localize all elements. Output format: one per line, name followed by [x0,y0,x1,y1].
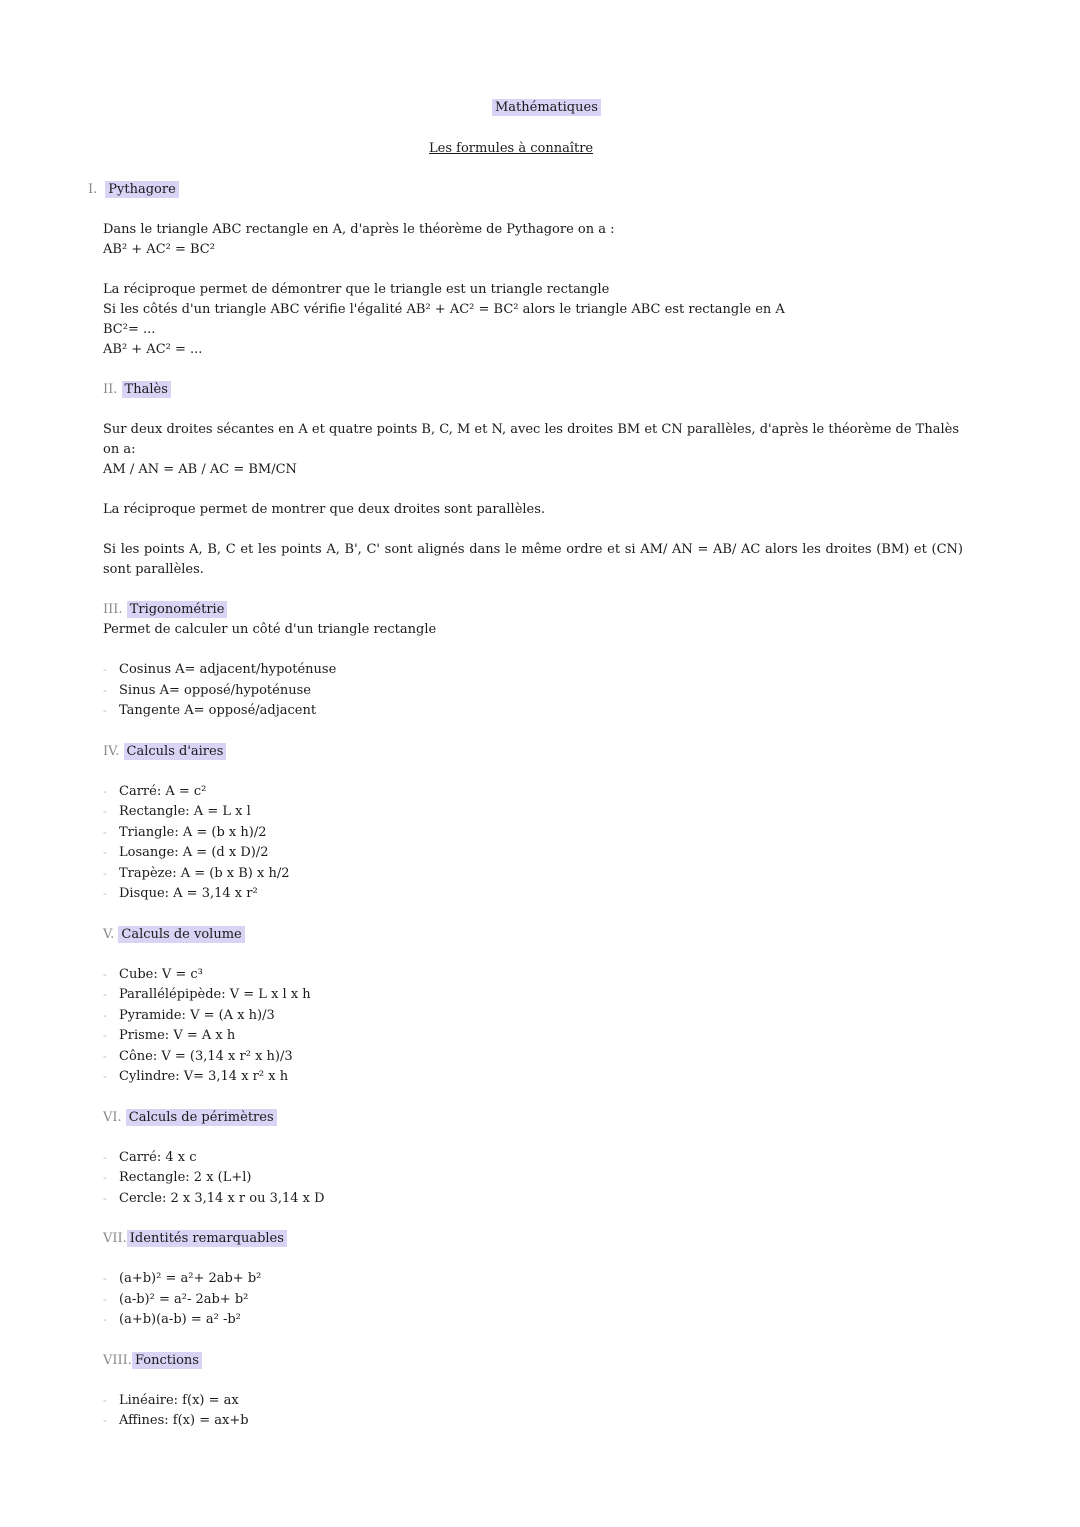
section-heading-fonctions: VIII. Fonctions [103,1351,963,1371]
thales-converse: Si les points A, B, C et les points A, B', C' sont alignés dans le même ordre et si AM/ AN = AB/ AC alors les droites (BM) et (CN) sont parallèles. [103,542,963,577]
aires-list [103,782,963,905]
list-item: - Carré: 4 x c [103,1148,963,1169]
list-item: - Triangle: A = (b x h)/2 [103,823,963,844]
page-title: Mathématiques [492,100,601,115]
page-subtitle: Les formules à connaître [429,141,594,156]
list-item: - Trapèze: A = (b x B) x h/2 [103,864,963,885]
section-heading-trigonometrie: III. Trigonométrie [103,600,963,620]
pythagore-formula: AB² + AC² = BC² [103,242,215,257]
list-item: - Losange: A = (d x D)/2 [103,843,963,864]
list-item: - Cône: V = (3,14 x r² x h)/3 [103,1047,963,1068]
section-heading-aires: IV. Calculs d'aires [103,742,963,762]
list-item: - Cube: V = c³ [103,965,963,986]
list-item: - Parallélépipède: V = L x l x h [103,985,963,1006]
perimetres-list [103,1148,963,1210]
list-item: - Cylindre: V= 3,14 x r² x h [103,1067,963,1088]
list-item: - Affines: f(x) = ax+b [103,1411,963,1432]
list-item: - Carré: A = c² [103,782,963,803]
trigonometrie-list [103,660,963,722]
list-item: - (a+b)² = a²+ 2ab+ b² [103,1269,963,1290]
list-item: - Sinus A= opposé/hypoténuse [103,681,963,702]
list-item: - Prisme: V = A x h [103,1026,963,1047]
pythagore-statement: Dans le triangle ABC rectangle en A, d'après le théorème de Pythagore on a : [103,222,615,237]
volume-list [103,965,963,1088]
section-heading-volume: V. Calculs de volume [103,925,963,945]
list-item: - Tangente A= opposé/adjacent [103,701,963,722]
list-item: - Rectangle: 2 x (L+l) [103,1168,963,1189]
thales-converse-intro: La réciproque permet de montrer que deux droites sont parallèles. [103,502,546,517]
trigonometrie-intro: Permet de calculer un côté d'un triangle rectangle [103,622,437,637]
thales-statement: Sur deux droites sécantes en A et quatre points B, C, M et N, avec les droites BM et CN parallèles, d'après le théorème de Thalès on a: [103,422,959,457]
list-item: - Disque: A = 3,14 x r² [103,884,963,905]
pythagore-sum-line: AB² + AC² = ... [103,342,203,357]
list-item: - Cosinus A= adjacent/hypoténuse [103,660,963,681]
identites-list [103,1269,963,1331]
section-heading-identites: VII. Identités remarquables [103,1229,963,1249]
list-item: - Pyramide: V = (A x h)/3 [103,1006,963,1027]
list-item: - Cercle: 2 x 3,14 x r ou 3,14 x D [103,1189,963,1210]
pythagore-converse: Si les côtés d'un triangle ABC vérifie l'égalité AB² + AC² = BC² alors le triangle ABC est rectangle en A [103,302,785,317]
document-body [88,180,963,1432]
list-item: - Linéaire: f(x) = ax [103,1391,963,1412]
section-heading-thales: II. Thalès [103,380,963,400]
list-item: - (a-b)² = a²- 2ab+ b² [103,1290,963,1311]
fonctions-list [103,1391,963,1432]
list-item: - (a+b)(a-b) = a² -b² [103,1310,963,1331]
thales-formula: AM / AN = AB / AC = BM/CN [103,462,297,477]
list-item: - Rectangle: A = L x l [103,802,963,823]
section-heading-pythagore: I. Pythagore [103,180,963,200]
pythagore-converse-intro: La réciproque permet de démontrer que le triangle est un triangle rectangle [103,282,610,297]
pythagore-bc-line: BC²= ... [103,322,156,337]
section-heading-perimetres: VI. Calculs de périmètres [103,1108,963,1128]
